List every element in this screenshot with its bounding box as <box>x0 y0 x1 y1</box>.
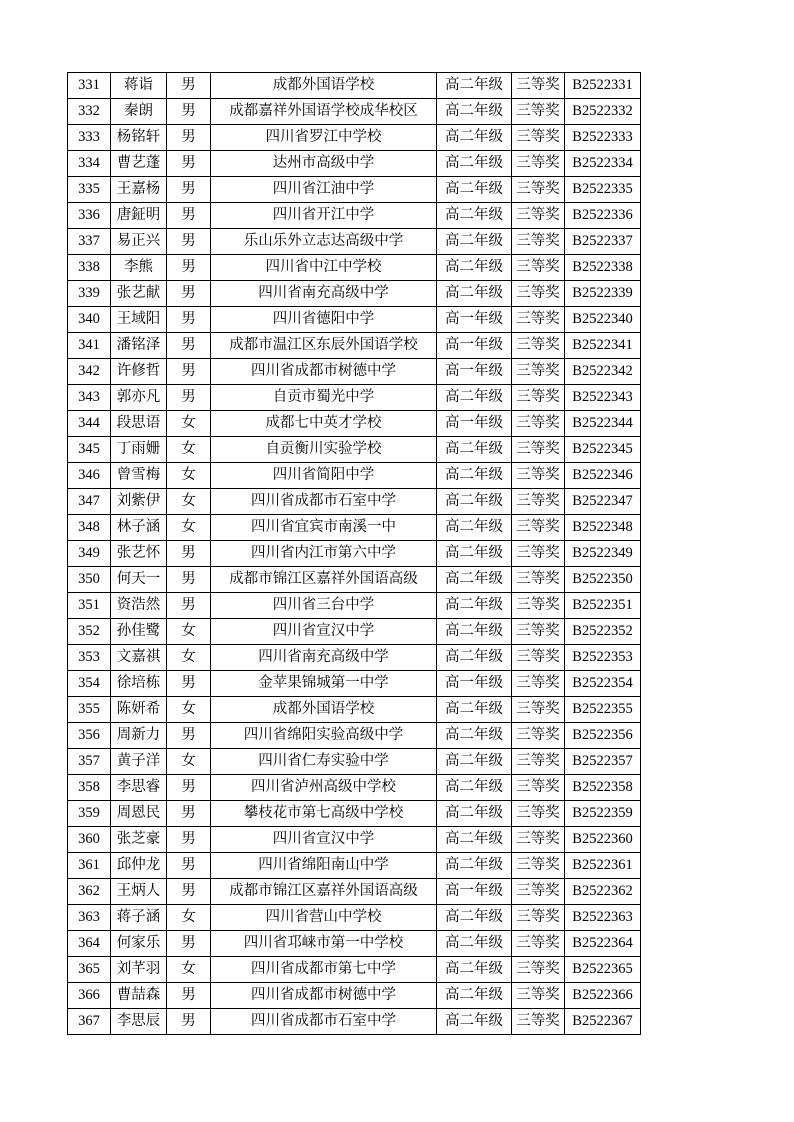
certificate-id-cell: B2522363 <box>565 905 641 931</box>
student-name-cell: 刘紫伊 <box>111 489 167 515</box>
student-name-cell: 陈妍希 <box>111 697 167 723</box>
award-cell: 三等奖 <box>512 645 565 671</box>
school-cell: 四川省营山中学校 <box>211 905 437 931</box>
serial-number-cell: 338 <box>68 255 111 281</box>
serial-number-cell: 348 <box>68 515 111 541</box>
certificate-id-cell: B2522339 <box>565 281 641 307</box>
student-name-cell: 周恩民 <box>111 801 167 827</box>
certificate-id-cell: B2522359 <box>565 801 641 827</box>
serial-number-cell: 355 <box>68 697 111 723</box>
certificate-id-cell: B2522351 <box>565 593 641 619</box>
award-cell: 三等奖 <box>512 73 565 99</box>
grade-cell: 高二年级 <box>437 281 512 307</box>
award-cell: 三等奖 <box>512 593 565 619</box>
certificate-id-cell: B2522336 <box>565 203 641 229</box>
table-row <box>68 801 641 827</box>
gender-cell: 女 <box>167 515 211 541</box>
award-cell: 三等奖 <box>512 1009 565 1035</box>
grade-cell: 高二年级 <box>437 723 512 749</box>
gender-cell: 女 <box>167 437 211 463</box>
award-cell: 三等奖 <box>512 463 565 489</box>
grade-cell: 高二年级 <box>437 151 512 177</box>
certificate-id-cell: B2522346 <box>565 463 641 489</box>
certificate-id-cell: B2522362 <box>565 879 641 905</box>
gender-cell: 男 <box>167 775 211 801</box>
grade-cell: 高一年级 <box>437 359 512 385</box>
award-cell: 三等奖 <box>512 853 565 879</box>
serial-number-cell: 332 <box>68 99 111 125</box>
grade-cell: 高二年级 <box>437 177 512 203</box>
student-name-cell: 潘铭泽 <box>111 333 167 359</box>
school-cell: 四川省德阳中学 <box>211 307 437 333</box>
student-name-cell: 唐鉦明 <box>111 203 167 229</box>
certificate-id-cell: B2522352 <box>565 619 641 645</box>
award-cell: 三等奖 <box>512 437 565 463</box>
school-cell: 成都市温江区东辰外国语学校 <box>211 333 437 359</box>
award-cell: 三等奖 <box>512 827 565 853</box>
school-cell: 成都外国语学校 <box>211 697 437 723</box>
table-row <box>68 385 641 411</box>
certificate-id-cell: B2522366 <box>565 983 641 1009</box>
award-cell: 三等奖 <box>512 801 565 827</box>
table-row <box>68 905 641 931</box>
gender-cell: 男 <box>167 99 211 125</box>
grade-cell: 高二年级 <box>437 801 512 827</box>
award-cell: 三等奖 <box>512 983 565 1009</box>
award-cell: 三等奖 <box>512 307 565 333</box>
table-row <box>68 619 641 645</box>
serial-number-cell: 331 <box>68 73 111 99</box>
gender-cell: 女 <box>167 489 211 515</box>
gender-cell: 男 <box>167 541 211 567</box>
certificate-id-cell: B2522331 <box>565 73 641 99</box>
certificate-id-cell: B2522342 <box>565 359 641 385</box>
school-cell: 四川省宣汉中学 <box>211 827 437 853</box>
school-cell: 四川省仁寿实验中学 <box>211 749 437 775</box>
student-name-cell: 李思辰 <box>111 1009 167 1035</box>
serial-number-cell: 345 <box>68 437 111 463</box>
grade-cell: 高二年级 <box>437 567 512 593</box>
award-cell: 三等奖 <box>512 385 565 411</box>
award-cell: 三等奖 <box>512 749 565 775</box>
serial-number-cell: 361 <box>68 853 111 879</box>
table-row <box>68 515 641 541</box>
school-cell: 四川省内江市第六中学 <box>211 541 437 567</box>
school-cell: 金苹果锦城第一中学 <box>211 671 437 697</box>
table-row <box>68 723 641 749</box>
certificate-id-cell: B2522350 <box>565 567 641 593</box>
award-cell: 三等奖 <box>512 125 565 151</box>
gender-cell: 男 <box>167 307 211 333</box>
serial-number-cell: 335 <box>68 177 111 203</box>
gender-cell: 男 <box>167 359 211 385</box>
student-name-cell: 曹喆森 <box>111 983 167 1009</box>
certificate-id-cell: B2522343 <box>565 385 641 411</box>
serial-number-cell: 352 <box>68 619 111 645</box>
serial-number-cell: 333 <box>68 125 111 151</box>
serial-number-cell: 346 <box>68 463 111 489</box>
certificate-id-cell: B2522358 <box>565 775 641 801</box>
table-row <box>68 177 641 203</box>
certificate-id-cell: B2522345 <box>565 437 641 463</box>
table-row <box>68 125 641 151</box>
grade-cell: 高二年级 <box>437 99 512 125</box>
award-cell: 三等奖 <box>512 203 565 229</box>
serial-number-cell: 341 <box>68 333 111 359</box>
student-name-cell: 杨铭轩 <box>111 125 167 151</box>
award-cell: 三等奖 <box>512 359 565 385</box>
award-cell: 三等奖 <box>512 489 565 515</box>
serial-number-cell: 336 <box>68 203 111 229</box>
serial-number-cell: 357 <box>68 749 111 775</box>
school-cell: 四川省成都市石室中学 <box>211 1009 437 1035</box>
grade-cell: 高二年级 <box>437 255 512 281</box>
table-row <box>68 957 641 983</box>
certificate-id-cell: B2522367 <box>565 1009 641 1035</box>
gender-cell: 男 <box>167 73 211 99</box>
table-row <box>68 931 641 957</box>
certificate-id-cell: B2522365 <box>565 957 641 983</box>
certificate-id-cell: B2522357 <box>565 749 641 775</box>
award-cell: 三等奖 <box>512 541 565 567</box>
grade-cell: 高二年级 <box>437 983 512 1009</box>
table-row <box>68 255 641 281</box>
table-row <box>68 775 641 801</box>
grade-cell: 高二年级 <box>437 515 512 541</box>
student-name-cell: 王域阳 <box>111 307 167 333</box>
school-cell: 成都七中英才学校 <box>211 411 437 437</box>
award-cell: 三等奖 <box>512 515 565 541</box>
school-cell: 四川省成都市树德中学 <box>211 983 437 1009</box>
student-name-cell: 蒋诣 <box>111 73 167 99</box>
grade-cell: 高二年级 <box>437 775 512 801</box>
grade-cell: 高二年级 <box>437 541 512 567</box>
serial-number-cell: 364 <box>68 931 111 957</box>
certificate-id-cell: B2522364 <box>565 931 641 957</box>
table-row <box>68 281 641 307</box>
table-row <box>68 437 641 463</box>
gender-cell: 男 <box>167 385 211 411</box>
certificate-id-cell: B2522361 <box>565 853 641 879</box>
certificate-id-cell: B2522341 <box>565 333 641 359</box>
school-cell: 乐山乐外立志达高级中学 <box>211 229 437 255</box>
gender-cell: 男 <box>167 827 211 853</box>
school-cell: 自贡市蜀光中学 <box>211 385 437 411</box>
grade-cell: 高二年级 <box>437 1009 512 1035</box>
awards-table <box>67 72 641 1035</box>
certificate-id-cell: B2522354 <box>565 671 641 697</box>
certificate-id-cell: B2522344 <box>565 411 641 437</box>
serial-number-cell: 359 <box>68 801 111 827</box>
gender-cell: 男 <box>167 567 211 593</box>
table-row <box>68 229 641 255</box>
school-cell: 四川省南充高级中学 <box>211 281 437 307</box>
serial-number-cell: 366 <box>68 983 111 1009</box>
gender-cell: 男 <box>167 255 211 281</box>
gender-cell: 男 <box>167 593 211 619</box>
school-cell: 四川省南充高级中学 <box>211 645 437 671</box>
gender-cell: 女 <box>167 645 211 671</box>
certificate-id-cell: B2522333 <box>565 125 641 151</box>
student-name-cell: 张芝豪 <box>111 827 167 853</box>
grade-cell: 高一年级 <box>437 879 512 905</box>
table-row <box>68 645 641 671</box>
school-cell: 四川省罗江中学校 <box>211 125 437 151</box>
gender-cell: 男 <box>167 671 211 697</box>
student-name-cell: 张艺献 <box>111 281 167 307</box>
certificate-id-cell: B2522355 <box>565 697 641 723</box>
serial-number-cell: 367 <box>68 1009 111 1035</box>
award-cell: 三等奖 <box>512 177 565 203</box>
table-row <box>68 1009 641 1035</box>
grade-cell: 高二年级 <box>437 697 512 723</box>
serial-number-cell: 337 <box>68 229 111 255</box>
gender-cell: 男 <box>167 931 211 957</box>
certificate-id-cell: B2522334 <box>565 151 641 177</box>
table-row <box>68 489 641 515</box>
grade-cell: 高二年级 <box>437 931 512 957</box>
student-name-cell: 许修哲 <box>111 359 167 385</box>
gender-cell: 男 <box>167 229 211 255</box>
certificate-id-cell: B2522360 <box>565 827 641 853</box>
grade-cell: 高一年级 <box>437 307 512 333</box>
student-name-cell: 丁雨姗 <box>111 437 167 463</box>
student-name-cell: 郭亦凡 <box>111 385 167 411</box>
grade-cell: 高二年级 <box>437 229 512 255</box>
grade-cell: 高一年级 <box>437 411 512 437</box>
school-cell: 四川省宜宾市南溪一中 <box>211 515 437 541</box>
gender-cell: 男 <box>167 853 211 879</box>
table-row <box>68 203 641 229</box>
gender-cell: 男 <box>167 333 211 359</box>
school-cell: 四川省宣汉中学 <box>211 619 437 645</box>
serial-number-cell: 354 <box>68 671 111 697</box>
certificate-id-cell: B2522356 <box>565 723 641 749</box>
gender-cell: 男 <box>167 983 211 1009</box>
grade-cell: 高二年级 <box>437 619 512 645</box>
award-cell: 三等奖 <box>512 411 565 437</box>
student-name-cell: 何家乐 <box>111 931 167 957</box>
grade-cell: 高二年级 <box>437 73 512 99</box>
award-cell: 三等奖 <box>512 931 565 957</box>
school-cell: 四川省成都市树德中学 <box>211 359 437 385</box>
gender-cell: 男 <box>167 801 211 827</box>
student-name-cell: 何天一 <box>111 567 167 593</box>
table-row <box>68 567 641 593</box>
grade-cell: 高二年级 <box>437 203 512 229</box>
student-name-cell: 王炳人 <box>111 879 167 905</box>
award-cell: 三等奖 <box>512 567 565 593</box>
grade-cell: 高二年级 <box>437 749 512 775</box>
certificate-id-cell: B2522338 <box>565 255 641 281</box>
gender-cell: 男 <box>167 723 211 749</box>
serial-number-cell: 363 <box>68 905 111 931</box>
certificate-id-cell: B2522349 <box>565 541 641 567</box>
school-cell: 达州市高级中学 <box>211 151 437 177</box>
grade-cell: 高二年级 <box>437 853 512 879</box>
table-row <box>68 697 641 723</box>
school-cell: 成都外国语学校 <box>211 73 437 99</box>
school-cell: 四川省成都市石室中学 <box>211 489 437 515</box>
awards-table-body <box>68 73 641 1035</box>
serial-number-cell: 360 <box>68 827 111 853</box>
school-cell: 四川省开江中学 <box>211 203 437 229</box>
serial-number-cell: 350 <box>68 567 111 593</box>
certificate-id-cell: B2522332 <box>565 99 641 125</box>
award-cell: 三等奖 <box>512 671 565 697</box>
gender-cell: 女 <box>167 749 211 775</box>
table-row <box>68 307 641 333</box>
gender-cell: 男 <box>167 879 211 905</box>
award-cell: 三等奖 <box>512 99 565 125</box>
school-cell: 四川省邛崃市第一中学校 <box>211 931 437 957</box>
certificate-id-cell: B2522347 <box>565 489 641 515</box>
serial-number-cell: 358 <box>68 775 111 801</box>
student-name-cell: 蒋子涵 <box>111 905 167 931</box>
table-row <box>68 983 641 1009</box>
certificate-id-cell: B2522337 <box>565 229 641 255</box>
award-cell: 三等奖 <box>512 775 565 801</box>
gender-cell: 女 <box>167 697 211 723</box>
student-name-cell: 文嘉祺 <box>111 645 167 671</box>
school-cell: 攀枝花市第七高级中学校 <box>211 801 437 827</box>
student-name-cell: 李熊 <box>111 255 167 281</box>
serial-number-cell: 362 <box>68 879 111 905</box>
student-name-cell: 资浩然 <box>111 593 167 619</box>
table-row <box>68 359 641 385</box>
student-name-cell: 李思睿 <box>111 775 167 801</box>
award-cell: 三等奖 <box>512 333 565 359</box>
school-cell: 四川省绵阳实验高级中学 <box>211 723 437 749</box>
student-name-cell: 张艺怀 <box>111 541 167 567</box>
table-row <box>68 541 641 567</box>
grade-cell: 高二年级 <box>437 489 512 515</box>
table-row <box>68 73 641 99</box>
student-name-cell: 曾雪梅 <box>111 463 167 489</box>
certificate-id-cell: B2522353 <box>565 645 641 671</box>
table-row <box>68 463 641 489</box>
student-name-cell: 林子涵 <box>111 515 167 541</box>
student-name-cell: 黄子洋 <box>111 749 167 775</box>
award-cell: 三等奖 <box>512 905 565 931</box>
gender-cell: 女 <box>167 957 211 983</box>
certificate-id-cell: B2522348 <box>565 515 641 541</box>
student-name-cell: 秦朗 <box>111 99 167 125</box>
grade-cell: 高二年级 <box>437 463 512 489</box>
serial-number-cell: 351 <box>68 593 111 619</box>
gender-cell: 男 <box>167 125 211 151</box>
award-cell: 三等奖 <box>512 879 565 905</box>
award-cell: 三等奖 <box>512 619 565 645</box>
gender-cell: 男 <box>167 203 211 229</box>
student-name-cell: 曹艺蓬 <box>111 151 167 177</box>
gender-cell: 男 <box>167 281 211 307</box>
school-cell: 四川省绵阳南山中学 <box>211 853 437 879</box>
table-row <box>68 333 641 359</box>
gender-cell: 女 <box>167 619 211 645</box>
student-name-cell: 王嘉杨 <box>111 177 167 203</box>
grade-cell: 高二年级 <box>437 827 512 853</box>
award-cell: 三等奖 <box>512 255 565 281</box>
grade-cell: 高二年级 <box>437 437 512 463</box>
school-cell: 四川省泸州高级中学校 <box>211 775 437 801</box>
serial-number-cell: 343 <box>68 385 111 411</box>
school-cell: 四川省成都市第七中学 <box>211 957 437 983</box>
award-cell: 三等奖 <box>512 151 565 177</box>
serial-number-cell: 344 <box>68 411 111 437</box>
award-cell: 三等奖 <box>512 281 565 307</box>
award-cell: 三等奖 <box>512 229 565 255</box>
gender-cell: 男 <box>167 151 211 177</box>
student-name-cell: 邱仲龙 <box>111 853 167 879</box>
serial-number-cell: 334 <box>68 151 111 177</box>
serial-number-cell: 353 <box>68 645 111 671</box>
serial-number-cell: 342 <box>68 359 111 385</box>
school-cell: 四川省三台中学 <box>211 593 437 619</box>
award-cell: 三等奖 <box>512 957 565 983</box>
grade-cell: 高二年级 <box>437 593 512 619</box>
gender-cell: 男 <box>167 177 211 203</box>
serial-number-cell: 340 <box>68 307 111 333</box>
serial-number-cell: 339 <box>68 281 111 307</box>
school-cell: 四川省中江中学校 <box>211 255 437 281</box>
grade-cell: 高二年级 <box>437 385 512 411</box>
serial-number-cell: 349 <box>68 541 111 567</box>
table-row <box>68 593 641 619</box>
table-row <box>68 853 641 879</box>
award-cell: 三等奖 <box>512 697 565 723</box>
table-row <box>68 411 641 437</box>
grade-cell: 高二年级 <box>437 905 512 931</box>
school-cell: 四川省简阳中学 <box>211 463 437 489</box>
student-name-cell: 段思语 <box>111 411 167 437</box>
grade-cell: 高一年级 <box>437 671 512 697</box>
certificate-id-cell: B2522340 <box>565 307 641 333</box>
student-name-cell: 孙佳鹭 <box>111 619 167 645</box>
school-cell: 成都嘉祥外国语学校成华校区 <box>211 99 437 125</box>
serial-number-cell: 365 <box>68 957 111 983</box>
student-name-cell: 刘芊羽 <box>111 957 167 983</box>
grade-cell: 高二年级 <box>437 125 512 151</box>
student-name-cell: 易正兴 <box>111 229 167 255</box>
serial-number-cell: 347 <box>68 489 111 515</box>
serial-number-cell: 356 <box>68 723 111 749</box>
school-cell: 成都市锦江区嘉祥外国语高级 <box>211 567 437 593</box>
grade-cell: 高二年级 <box>437 645 512 671</box>
gender-cell: 女 <box>167 905 211 931</box>
school-cell: 成都市锦江区嘉祥外国语高级 <box>211 879 437 905</box>
award-cell: 三等奖 <box>512 723 565 749</box>
table-row <box>68 99 641 125</box>
gender-cell: 女 <box>167 463 211 489</box>
grade-cell: 高二年级 <box>437 957 512 983</box>
certificate-id-cell: B2522335 <box>565 177 641 203</box>
gender-cell: 女 <box>167 411 211 437</box>
table-row <box>68 671 641 697</box>
table-row <box>68 151 641 177</box>
table-row <box>68 749 641 775</box>
gender-cell: 男 <box>167 1009 211 1035</box>
table-row <box>68 827 641 853</box>
school-cell: 自贡衡川实验学校 <box>211 437 437 463</box>
student-name-cell: 周新力 <box>111 723 167 749</box>
grade-cell: 高一年级 <box>437 333 512 359</box>
table-row <box>68 879 641 905</box>
student-name-cell: 徐培栋 <box>111 671 167 697</box>
school-cell: 四川省江油中学 <box>211 177 437 203</box>
